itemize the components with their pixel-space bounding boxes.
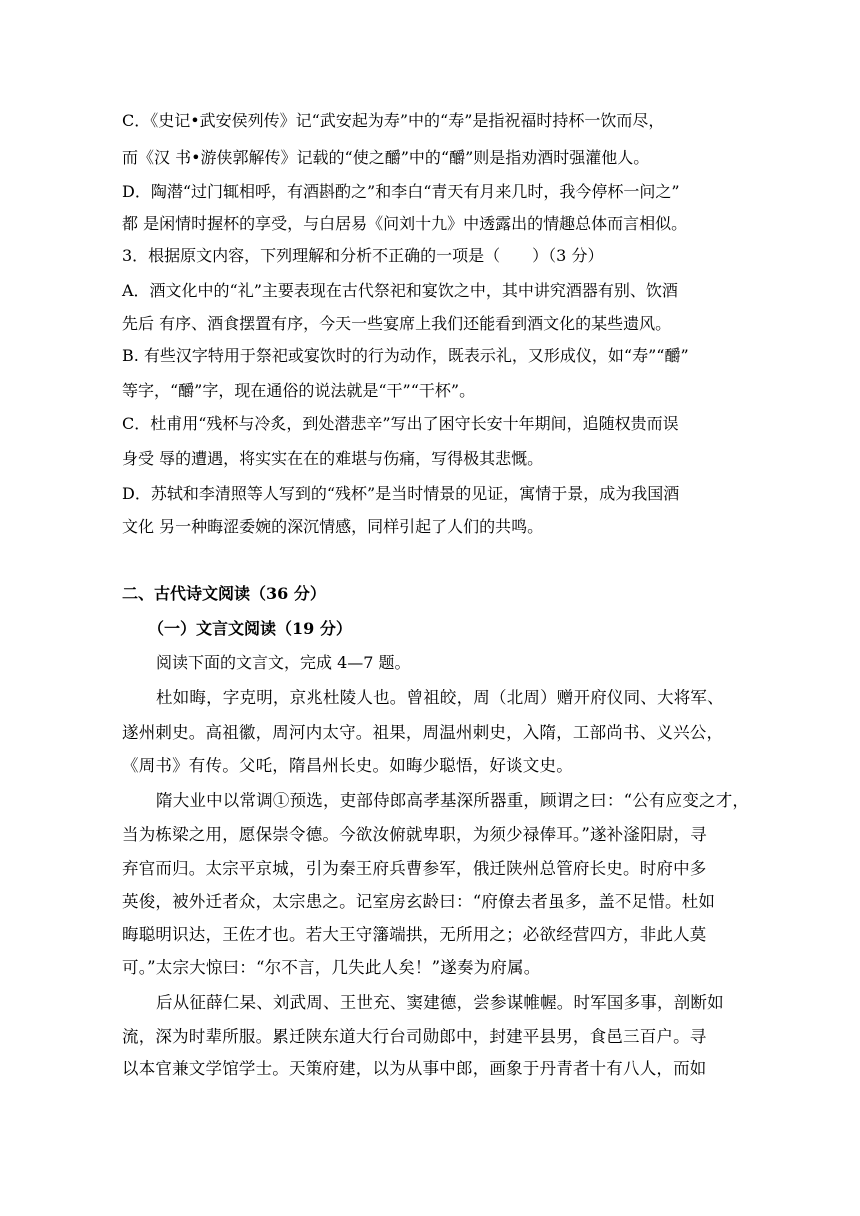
text-line: 遂州刺史。高祖徽，周河内太守。祖果，周温州刺史，入隋，工部尚书、义兴公， — [122, 723, 724, 742]
text-line: C．《史记•武安侯列传》记“武安起为寿”中的“寿”是指祝福时持杯一饮而尽， — [122, 111, 665, 130]
text-line: A．酒文化中的“礼”主要表现在古代祭祀和宴饮之中，其中讲究酒器有别、饮酒 — [122, 281, 678, 300]
text-line: 以本官兼文学馆学士。天策府建，以为从事中郎，画象于丹青者十有八人，而如 — [122, 1059, 707, 1078]
text-line: 先后 有序、酒食摆置有序，今天一些宴席上我们还能看到酒文化的某些遗风。 — [122, 314, 672, 333]
text-line: 等字，“釂”字，现在通俗的说法就是“干”“干杯”。 — [122, 381, 476, 400]
text-line: 隋大业中以常调①预选，吏部侍郎高孝基深所器重，顾谓之曰：“公有应变之才， — [156, 791, 750, 810]
text-line: 文化 另一种晦涩委婉的深沉情感，同样引起了人们的共鸣。 — [122, 517, 544, 536]
text-line: 当为栋梁之用，愿保崇令德。今欲汝俯就卑职，为须少禄俸耳。”遂补滏阳尉，寻 — [122, 825, 707, 844]
text-line: 可。”太宗大惊曰：“尔不言，几失此人矣！”遂奏为府属。 — [122, 958, 541, 977]
text-line: 后从征薛仁杲、刘武周、王世充、窦建德，尝参谋帷幄。时军国多事，剖断如 — [156, 993, 724, 1012]
text-line: 都 是闲情时握杯的享受，与白居易《问刘十九》中透露出的情趣总体而言相似。 — [122, 214, 688, 233]
text-line: 英俊，被外迁者众，太宗患之。记室房玄龄曰：“府僚去者虽多，盖不足惜。杜如 — [122, 892, 716, 911]
instruction-line: 阅读下面的文言文，完成 4—7 题。 — [156, 653, 411, 672]
section-heading: 二、古代诗文阅读（36 分） — [122, 584, 326, 603]
text-line: 流，深为时辈所服。累迁陕东道大行台司勋郎中，封建平县男，食邑三百户。寻 — [122, 1027, 707, 1046]
text-line: B. 有些汉字特用于祭祀或宴饮时的行为动作，既表示礼，又形成仪，如“寿”“釂” — [122, 346, 689, 365]
text-line: 3．根据原文内容，下列理解和分析不正确的一项是（ ）（3 分） — [122, 246, 604, 265]
text-line: 而《汉 书•游侠郭解传》记载的“使之釂”中的“釂”则是指劝酒时强灌他人。 — [122, 148, 650, 167]
text-line: 身受 辱的遭遇，将实实在在的难堪与伤痛，写得极其悲慨。 — [122, 449, 544, 468]
text-line: D．苏轼和李清照等人写到的“残杯”是当时情景的见证，寓情于景，成为我国酒 — [122, 484, 680, 503]
text-line: 弃官而归。太宗平京城，引为秦王府兵曹参军，俄迁陕州总管府长史。时府中多 — [122, 859, 707, 878]
text-line: 《周书》有传。父吒，隋昌州长史。如晦少聪悟，好谈文史。 — [122, 756, 573, 775]
text-line: 杜如晦，字克明，京兆杜陵人也。曾祖皎，周（北周）赠开府仪同、大将军、 — [156, 688, 724, 707]
text-line: D．陶潜“过门辄相呼，有酒斟酌之”和李白“青天有月来几时，我今停杯一问之” — [122, 182, 680, 201]
subsection-heading: （一）文言文阅读（19 分） — [148, 619, 352, 638]
text-line: 晦聪明识达，王佐才也。若大王守籓端拱，无所用之；必欲经营四方，非此人莫 — [122, 925, 707, 944]
text-line: C．杜甫用“残杯与冷炙，到处潜悲辛”写出了困守长安十年期间，追随权贵而误 — [122, 414, 679, 433]
